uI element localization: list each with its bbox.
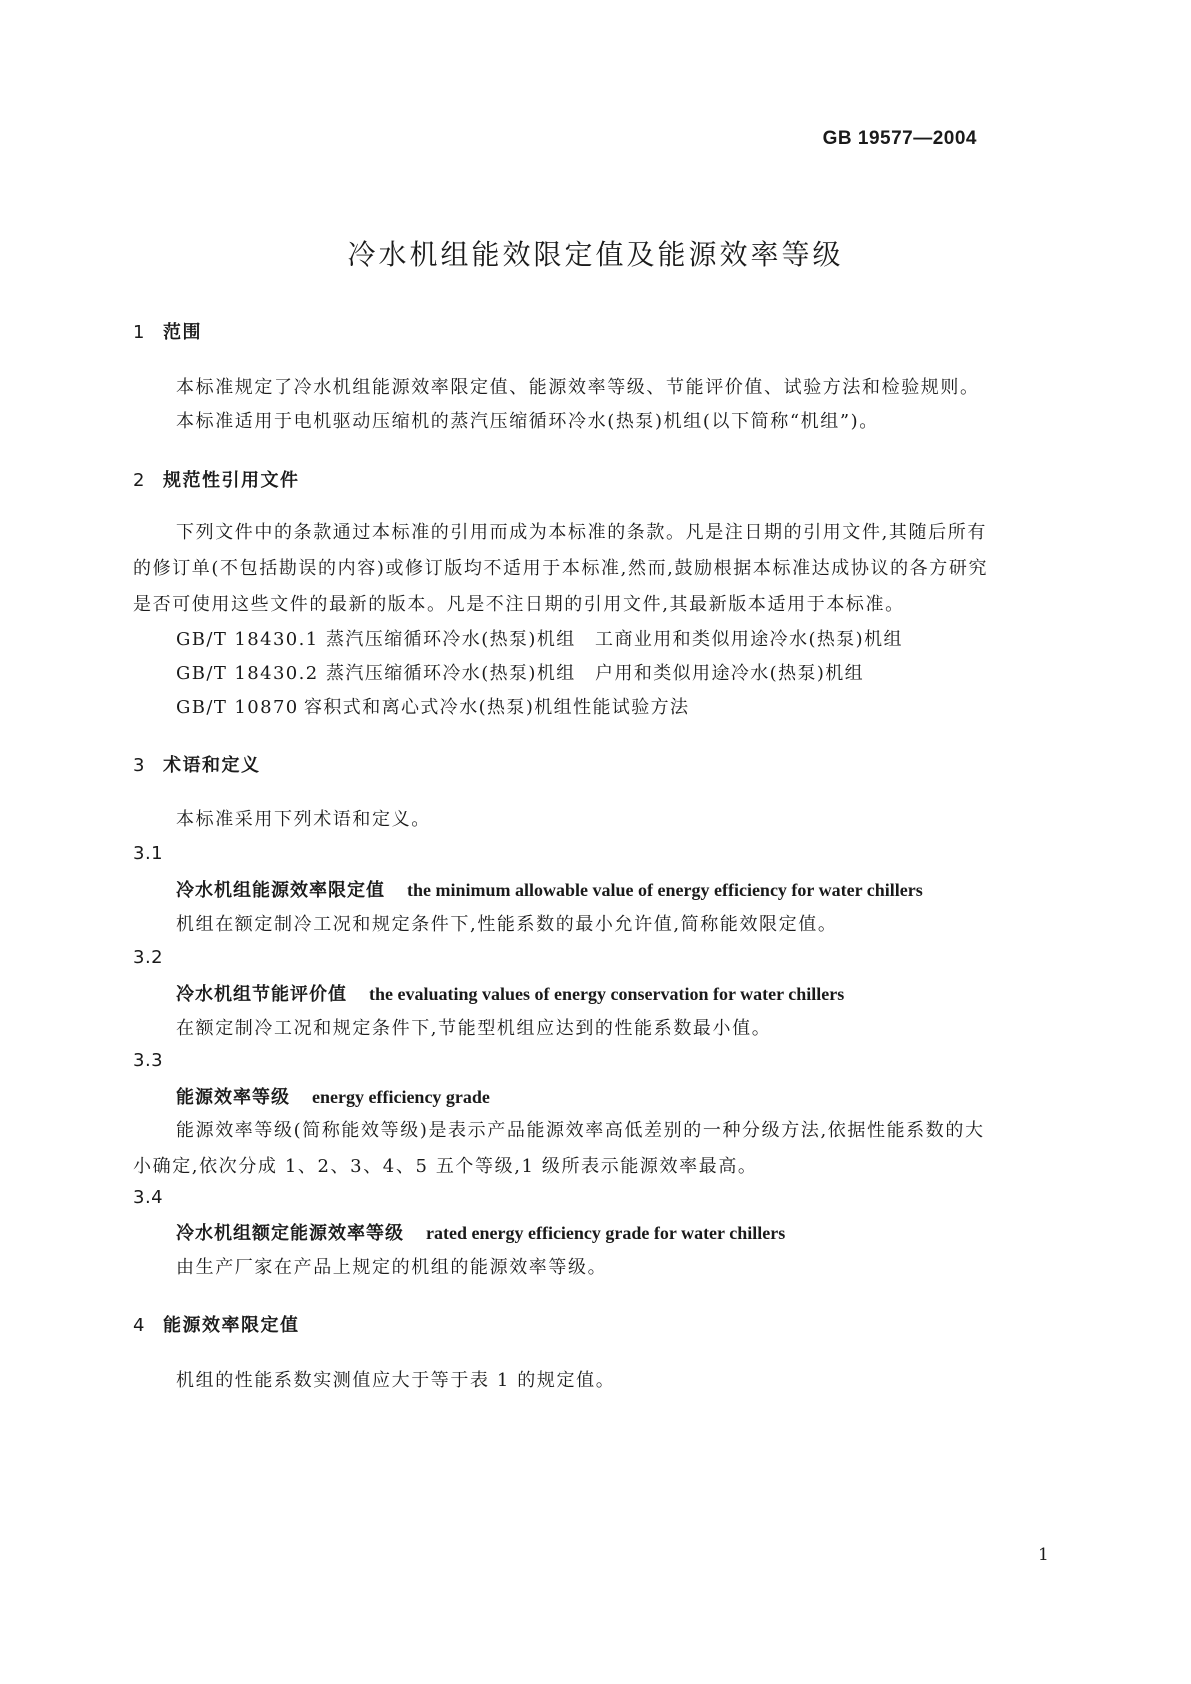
reference-code: GB/T 18430.1 — [176, 629, 319, 650]
reference-code: GB/T 10870 — [176, 697, 299, 718]
section-title: 术语和定义 — [163, 755, 261, 776]
term-en: the evaluating values of energy conservation for water chillers — [369, 984, 845, 1004]
section-4-heading — [133, 1311, 300, 1337]
term-en: rated energy efficiency grade for water chillers — [426, 1223, 786, 1243]
section-number: 4 — [133, 1315, 145, 1336]
section-1-heading — [133, 318, 202, 344]
term-definition: 机组在额定制冷工况和规定条件下,性能系数的最小允许值,简称能效限定值。 — [176, 914, 838, 935]
paragraph-line: 下列文件中的条款通过本标准的引用而成为本标准的条款。凡是注日期的引用文件,其随后所有 — [176, 522, 987, 543]
normative-reference — [176, 625, 903, 651]
term-definition: 在额定制冷工况和规定条件下,节能型机组应达到的性能系数最小值。 — [176, 1018, 772, 1039]
paragraph-line: 是否可使用这些文件的最新的版本。凡是不注日期的引用文件,其最新版本适用于本标准。 — [133, 594, 905, 615]
term-heading — [176, 1219, 785, 1245]
subclause-number: 3.1 — [133, 843, 164, 864]
subclause-number: 3.3 — [133, 1050, 164, 1071]
reference-code: GB/T 18430.2 — [176, 663, 319, 684]
subclause-number: 3.2 — [133, 947, 164, 968]
subclause-number: 3.4 — [133, 1187, 164, 1208]
term-zh: 冷水机组额定能源效率等级 — [176, 1223, 404, 1244]
term-definition: 由生产厂家在产品上规定的机组的能源效率等级。 — [176, 1257, 608, 1278]
standard-number: GB 19577—2004 — [822, 128, 977, 149]
paragraph: 本标准适用于电机驱动压缩机的蒸汽压缩循环冷水(热泵)机组(以下简称“机组”)。 — [176, 411, 879, 432]
paragraph: 机组的性能系数实测值应大于等于表 1 的规定值。 — [176, 1370, 616, 1391]
section-2-heading — [133, 466, 300, 492]
normative-reference — [176, 659, 864, 685]
page-number: 1 — [1038, 1545, 1049, 1565]
section-title: 能源效率限定值 — [163, 1315, 300, 1336]
term-heading — [176, 1083, 490, 1109]
term-zh: 能源效率等级 — [176, 1087, 290, 1108]
term-heading — [176, 980, 844, 1006]
term-definition: 能源效率等级(简称能效等级)是表示产品能源效率高低差别的一种分级方法,依据性能系数的大 — [176, 1120, 985, 1141]
section-title: 规范性引用文件 — [163, 470, 300, 491]
term-definition: 小确定,依次分成 1、2、3、4、5 五个等级,1 级所表示能源效率最高。 — [133, 1156, 758, 1177]
paragraph: 本标准规定了冷水机组能源效率限定值、能源效率等级、节能评价值、试验方法和检验规则。 — [176, 377, 980, 398]
normative-reference — [176, 693, 689, 719]
term-heading — [176, 876, 923, 902]
section-title: 范围 — [163, 322, 202, 343]
term-en: energy efficiency grade — [312, 1087, 490, 1107]
paragraph: 本标准采用下列术语和定义。 — [176, 809, 431, 830]
section-number: 1 — [133, 322, 145, 343]
section-number: 2 — [133, 470, 145, 491]
section-number: 3 — [133, 755, 145, 776]
term-zh: 冷水机组节能评价值 — [176, 984, 347, 1005]
reference-title: 容积式和离心式冷水(热泵)机组性能试验方法 — [304, 697, 690, 718]
document-title: 冷水机组能效限定值及能源效率等级 — [347, 238, 844, 271]
reference-title: 蒸汽压缩循环冷水(热泵)机组 户用和类似用途冷水(热泵)机组 — [326, 663, 865, 684]
reference-title: 蒸汽压缩循环冷水(热泵)机组 工商业用和类似用途冷水(热泵)机组 — [326, 629, 903, 650]
term-en: the minimum allowable value of energy efficiency for water chillers — [407, 880, 923, 900]
paragraph-line: 的修订单(不包括勘误的内容)或修订版均不适用于本标准,然而,鼓励根据本标准达成协议的各方研究 — [133, 558, 989, 579]
term-zh: 冷水机组能源效率限定值 — [176, 880, 385, 901]
section-3-heading — [133, 751, 261, 777]
